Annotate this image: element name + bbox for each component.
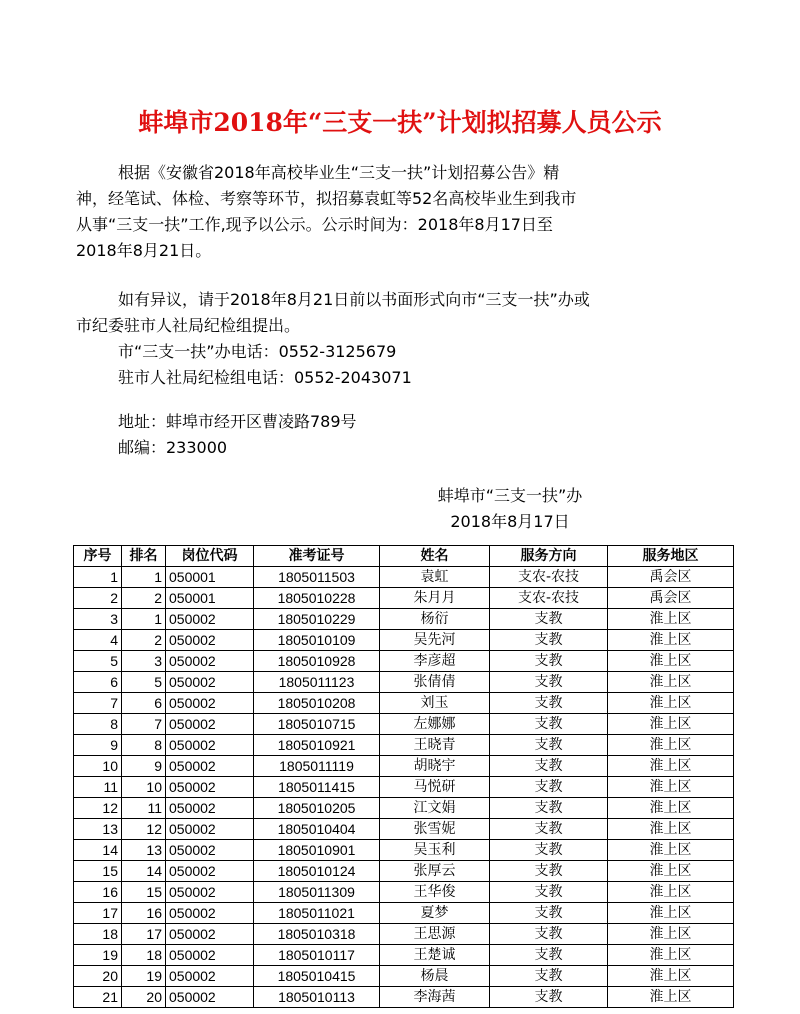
cell-service-type: 支教 xyxy=(490,882,608,903)
table-row xyxy=(74,714,734,735)
table-row xyxy=(74,924,734,945)
cell-rank: 13 xyxy=(122,840,166,861)
cell-service-area: 淮上区 xyxy=(608,651,734,672)
cell-name: 王思源 xyxy=(380,924,490,945)
cell-service-type: 支教 xyxy=(490,693,608,714)
cell-service-type: 支教 xyxy=(490,966,608,987)
cell-service-area: 淮上区 xyxy=(608,861,734,882)
cell-name: 朱月月 xyxy=(380,588,490,609)
cell-index: 5 xyxy=(74,651,122,672)
table-row xyxy=(74,903,734,924)
cell-post-code: 050002 xyxy=(166,987,254,1008)
col-header-service-type: 服务方向 xyxy=(490,546,608,567)
cell-post-code: 050002 xyxy=(166,777,254,798)
cell-service-type: 支教 xyxy=(490,840,608,861)
col-header-post-code: 岗位代码 xyxy=(166,546,254,567)
cell-rank: 1 xyxy=(122,609,166,630)
cell-service-area: 淮上区 xyxy=(608,735,734,756)
cell-post-code: 050002 xyxy=(166,693,254,714)
cell-service-type: 支教 xyxy=(490,735,608,756)
cell-name: 王楚诚 xyxy=(380,945,490,966)
cell-exam-number: 1805010205 xyxy=(254,798,380,819)
cell-rank: 9 xyxy=(122,756,166,777)
cell-post-code: 050002 xyxy=(166,861,254,882)
cell-rank: 1 xyxy=(122,567,166,588)
table-row xyxy=(74,735,734,756)
cell-exam-number: 1805010318 xyxy=(254,924,380,945)
cell-index: 20 xyxy=(74,966,122,987)
cell-name: 张倩倩 xyxy=(380,672,490,693)
cell-service-type: 支农-农技 xyxy=(490,588,608,609)
paragraph-line: 神，经笔试、体检、考察等环节，拟招募袁虹等52名高校毕业生到我市 xyxy=(76,189,577,208)
cell-rank: 15 xyxy=(122,882,166,903)
cell-rank: 14 xyxy=(122,861,166,882)
cell-index: 2 xyxy=(74,588,122,609)
cell-service-area: 淮上区 xyxy=(608,756,734,777)
cell-post-code: 050001 xyxy=(166,588,254,609)
cell-service-area: 淮上区 xyxy=(608,672,734,693)
cell-rank: 8 xyxy=(122,735,166,756)
cell-rank: 11 xyxy=(122,798,166,819)
cell-exam-number: 1805010404 xyxy=(254,819,380,840)
cell-exam-number: 1805011119 xyxy=(254,756,380,777)
cell-index: 19 xyxy=(74,945,122,966)
table-row xyxy=(74,861,734,882)
cell-exam-number: 1805010921 xyxy=(254,735,380,756)
cell-name: 夏梦 xyxy=(380,903,490,924)
cell-name: 杨衍 xyxy=(380,609,490,630)
cell-name: 刘玉 xyxy=(380,693,490,714)
cell-service-area: 淮上区 xyxy=(608,945,734,966)
cell-service-type: 支教 xyxy=(490,987,608,1008)
cell-index: 6 xyxy=(74,672,122,693)
cell-exam-number: 1805010928 xyxy=(254,651,380,672)
cell-post-code: 050002 xyxy=(166,609,254,630)
table-body xyxy=(74,567,734,1008)
cell-post-code: 050002 xyxy=(166,924,254,945)
cell-exam-number: 1805010109 xyxy=(254,630,380,651)
cell-name: 李彦超 xyxy=(380,651,490,672)
table-header-row xyxy=(74,546,734,567)
cell-service-area: 淮上区 xyxy=(608,987,734,1008)
announcement-paragraph xyxy=(76,160,716,264)
cell-index: 18 xyxy=(74,924,122,945)
cell-index: 8 xyxy=(74,714,122,735)
cell-name: 杨晨 xyxy=(380,966,490,987)
cell-rank: 7 xyxy=(122,714,166,735)
col-header-name: 姓名 xyxy=(380,546,490,567)
recruit-table xyxy=(73,545,734,1008)
cell-service-type: 支教 xyxy=(490,756,608,777)
cell-index: 12 xyxy=(74,798,122,819)
cell-post-code: 050002 xyxy=(166,903,254,924)
cell-service-type: 支教 xyxy=(490,903,608,924)
cell-post-code: 050002 xyxy=(166,756,254,777)
table-row xyxy=(74,609,734,630)
cell-service-area: 淮上区 xyxy=(608,693,734,714)
cell-service-type: 支教 xyxy=(490,609,608,630)
cell-exam-number: 1805010415 xyxy=(254,966,380,987)
cell-service-type: 支农-农技 xyxy=(490,567,608,588)
page-title: 蚌埠市2018年“三支一扶”计划拟招募人员公示 xyxy=(138,108,662,137)
table-row xyxy=(74,966,734,987)
cell-index: 14 xyxy=(74,840,122,861)
cell-service-area: 淮上区 xyxy=(608,798,734,819)
cell-service-area: 禹会区 xyxy=(608,567,734,588)
cell-exam-number: 1805011415 xyxy=(254,777,380,798)
cell-exam-number: 1805010228 xyxy=(254,588,380,609)
cell-exam-number: 1805010229 xyxy=(254,609,380,630)
cell-name: 江文娟 xyxy=(380,798,490,819)
cell-name: 王华俊 xyxy=(380,882,490,903)
cell-exam-number: 1805010901 xyxy=(254,840,380,861)
paragraph-line: 如有异议，请于2018年8月21日前以书面形式向市“三支一扶”办或 xyxy=(118,290,590,309)
table-row xyxy=(74,651,734,672)
cell-index: 15 xyxy=(74,861,122,882)
cell-index: 21 xyxy=(74,987,122,1008)
col-header-index: 序号 xyxy=(74,546,122,567)
paragraph-line: 根据《安徽省2018年高校毕业生“三支一扶”计划招募公告》精 xyxy=(118,163,560,182)
cell-index: 4 xyxy=(74,630,122,651)
cell-name: 马悦研 xyxy=(380,777,490,798)
cell-post-code: 050002 xyxy=(166,819,254,840)
postcode-line: 邮编：233000 xyxy=(118,438,228,457)
cell-name: 吴玉利 xyxy=(380,840,490,861)
cell-service-type: 支教 xyxy=(490,630,608,651)
cell-rank: 6 xyxy=(122,693,166,714)
cell-name: 袁虹 xyxy=(380,567,490,588)
cell-service-type: 支教 xyxy=(490,777,608,798)
cell-name: 李海茜 xyxy=(380,987,490,1008)
table-row xyxy=(74,630,734,651)
cell-rank: 20 xyxy=(122,987,166,1008)
cell-index: 17 xyxy=(74,903,122,924)
cell-index: 3 xyxy=(74,609,122,630)
cell-index: 7 xyxy=(74,693,122,714)
cell-post-code: 050002 xyxy=(166,651,254,672)
col-header-rank: 排名 xyxy=(122,546,166,567)
contact-block xyxy=(76,409,716,461)
cell-service-area: 淮上区 xyxy=(608,903,734,924)
cell-service-type: 支教 xyxy=(490,819,608,840)
cell-service-area: 淮上区 xyxy=(608,777,734,798)
phone-line-office: 市“三支一扶”办电话：0552-3125679 xyxy=(118,342,397,361)
cell-name: 王晓青 xyxy=(380,735,490,756)
cell-rank: 16 xyxy=(122,903,166,924)
signature-org: 蚌埠市“三支一扶”办 xyxy=(437,486,583,505)
cell-exam-number: 1805011021 xyxy=(254,903,380,924)
cell-exam-number: 1805010117 xyxy=(254,945,380,966)
table-row xyxy=(74,840,734,861)
cell-service-area: 淮上区 xyxy=(608,714,734,735)
cell-post-code: 050002 xyxy=(166,966,254,987)
cell-post-code: 050002 xyxy=(166,945,254,966)
cell-name: 张厚云 xyxy=(380,861,490,882)
table-row xyxy=(74,756,734,777)
cell-name: 左娜娜 xyxy=(380,714,490,735)
cell-service-area: 淮上区 xyxy=(608,966,734,987)
cell-exam-number: 1805010715 xyxy=(254,714,380,735)
cell-index: 11 xyxy=(74,777,122,798)
paragraph-line: 从事“三支一扶”工作,现予以公示。公示时间为：2018年8月17日至 xyxy=(76,215,553,234)
cell-service-type: 支教 xyxy=(490,924,608,945)
cell-rank: 5 xyxy=(122,672,166,693)
paragraph-line: 2018年8月21日。 xyxy=(76,241,212,260)
cell-exam-number: 1805011123 xyxy=(254,672,380,693)
table-row xyxy=(74,567,734,588)
cell-name: 吴先河 xyxy=(380,630,490,651)
cell-post-code: 050002 xyxy=(166,798,254,819)
cell-post-code: 050002 xyxy=(166,882,254,903)
cell-index: 10 xyxy=(74,756,122,777)
cell-exam-number: 1805010124 xyxy=(254,861,380,882)
cell-service-area: 禹会区 xyxy=(608,588,734,609)
cell-service-area: 淮上区 xyxy=(608,840,734,861)
cell-index: 13 xyxy=(74,819,122,840)
cell-service-type: 支教 xyxy=(490,651,608,672)
cell-name: 胡晓宇 xyxy=(380,756,490,777)
cell-rank: 18 xyxy=(122,945,166,966)
cell-rank: 10 xyxy=(122,777,166,798)
cell-rank: 19 xyxy=(122,966,166,987)
cell-service-type: 支教 xyxy=(490,945,608,966)
cell-service-type: 支教 xyxy=(490,672,608,693)
signature-block xyxy=(380,483,640,535)
cell-exam-number: 1805011309 xyxy=(254,882,380,903)
cell-service-area: 淮上区 xyxy=(608,882,734,903)
cell-service-area: 淮上区 xyxy=(608,609,734,630)
table-row xyxy=(74,819,734,840)
cell-service-area: 淮上区 xyxy=(608,924,734,945)
table-row xyxy=(74,777,734,798)
col-header-service-area: 服务地区 xyxy=(608,546,734,567)
table-row xyxy=(74,987,734,1008)
cell-service-area: 淮上区 xyxy=(608,819,734,840)
paragraph-line: 市纪委驻市人社局纪检组提出。 xyxy=(76,316,301,335)
table-row xyxy=(74,693,734,714)
table-row xyxy=(74,945,734,966)
signature-date: 2018年8月17日 xyxy=(450,512,570,531)
cell-index: 16 xyxy=(74,882,122,903)
table-row xyxy=(74,798,734,819)
cell-post-code: 050001 xyxy=(166,567,254,588)
objection-paragraph xyxy=(76,287,716,391)
cell-exam-number: 1805010113 xyxy=(254,987,380,1008)
cell-post-code: 050002 xyxy=(166,672,254,693)
cell-service-type: 支教 xyxy=(490,714,608,735)
address-line: 地址：蚌埠市经开区曹凌路789号 xyxy=(118,412,357,431)
cell-exam-number: 1805011503 xyxy=(254,567,380,588)
phone-line-discipline: 驻市人社局纪检组电话：0552-2043071 xyxy=(118,368,412,387)
col-header-exam-number: 准考证号 xyxy=(254,546,380,567)
cell-service-type: 支教 xyxy=(490,861,608,882)
table-row xyxy=(74,672,734,693)
cell-post-code: 050002 xyxy=(166,630,254,651)
cell-post-code: 050002 xyxy=(166,840,254,861)
cell-rank: 12 xyxy=(122,819,166,840)
cell-exam-number: 1805010208 xyxy=(254,693,380,714)
cell-service-type: 支教 xyxy=(490,798,608,819)
cell-rank: 17 xyxy=(122,924,166,945)
cell-service-area: 淮上区 xyxy=(608,630,734,651)
cell-index: 9 xyxy=(74,735,122,756)
cell-rank: 3 xyxy=(122,651,166,672)
cell-index: 1 xyxy=(74,567,122,588)
table-row xyxy=(74,588,734,609)
cell-post-code: 050002 xyxy=(166,714,254,735)
cell-rank: 2 xyxy=(122,630,166,651)
cell-rank: 2 xyxy=(122,588,166,609)
cell-name: 张雪妮 xyxy=(380,819,490,840)
cell-post-code: 050002 xyxy=(166,735,254,756)
table-row xyxy=(74,882,734,903)
